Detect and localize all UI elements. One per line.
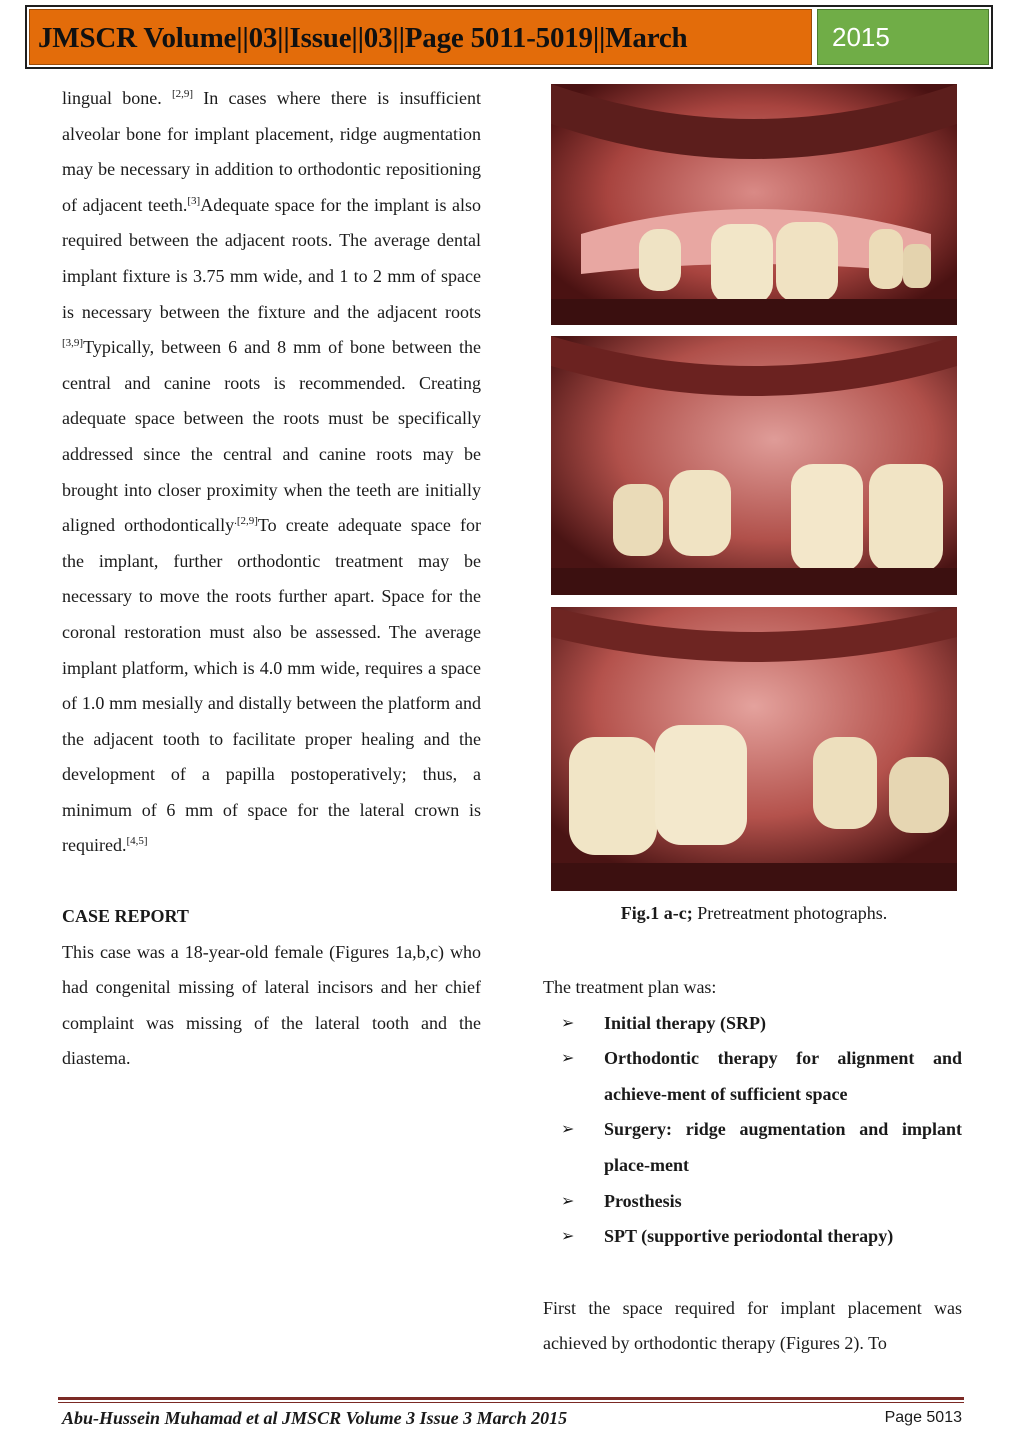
treatment-plan-item [561, 1184, 962, 1220]
year-box [817, 9, 989, 65]
citation-superscript: .[2,9] [234, 515, 258, 528]
treatment-plan-item [561, 1041, 962, 1112]
treatment-plan-item-text: Prosthesis [604, 1190, 682, 1211]
section-title-case-report: CASE REPORT [62, 906, 189, 927]
treatment-plan-item-text: Surgery: ridge augmentation and implant place-ment [604, 1119, 962, 1175]
citation-superscript: [3] [187, 194, 201, 207]
body-paragraph-spacing [62, 81, 481, 864]
treatment-plan-item [561, 1112, 962, 1183]
paragraph-text-run: In cases where there is insufficient alveolar bone for implant placement, ridge augmentation may be necessary in addition to orthodontic repositioning of adjacent teeth. [62, 88, 481, 215]
paragraph-text-run: To create adequate space for the implant, further orthodontic treatment may be necessary to move the roots further apart. Space for the coronal restoration must also be assessed. The average implant platform, which is 4.0 mm wide, requires a space of 1.0 mm mesially and distally between the platform and the adjacent tooth to facilitate proper healing and the development of a papilla postoperatively; thus, a minimum of 6 mm of space for the lateral crown is required. [62, 515, 481, 856]
footer-rule-thin [58, 1402, 964, 1403]
treatment-plan-intro: The treatment plan was: [543, 977, 717, 997]
arrow-bullet-icon: ➢ [561, 1228, 575, 1246]
arrow-bullet-icon: ➢ [561, 1014, 575, 1032]
orthodontic-paragraph: First the space required for implant placement was achieved by orthodontic therapy (Figures 2). To [543, 1297, 962, 1354]
arrow-bullet-icon: ➢ [561, 1192, 575, 1210]
treatment-plan-item [561, 1219, 962, 1255]
paragraph-text-run: lingual bone. [62, 88, 172, 108]
treatment-plan-list [543, 1006, 962, 1255]
arrow-bullet-icon: ➢ [561, 1121, 575, 1139]
figure-1a-photo [551, 84, 957, 325]
paragraph-text-run: Adequate space for the implant is also required between the adjacent roots. The average dental implant fixture is 3.75 mm wide, and 1 to 2 mm of space is necessary between the fixture and the adjacent roots [62, 194, 481, 322]
citation-superscript: [3,9] [62, 337, 84, 350]
journal-header [29, 9, 812, 65]
paragraph-text-run: Typically, between 6 and 8 mm of bone between the central and canine roots is recommended. Creating adequate space between the roots must be specifically addressed since the central and canine roots may be brought into closer proximity when the teeth are initially aligned orthodontically [62, 337, 481, 536]
footer-citation: Abu-Hussein Muhamad et al JMSCR Volume 3 Issue 3 March 2015 [62, 1408, 568, 1428]
treatment-plan-item-text: Initial therapy (SRP) [604, 1012, 766, 1033]
case-report-paragraph: This case was a 18-year-old female (Figures 1a,b,c) who had congenital missing of lateral incisors and her chief complaint was missing of the lateral tooth and the diastema. [62, 941, 481, 1069]
figure-1-caption [551, 903, 957, 924]
footer-rule [58, 1397, 964, 1400]
treatment-plan-item-text: Orthodontic therapy for alignment and achieve-ment of sufficient space [604, 1048, 962, 1104]
left-column [62, 81, 481, 1077]
page-number: Page 5013 [884, 1409, 962, 1426]
right-column [543, 970, 962, 1362]
journal-title: JMSCR Volume||03||Issue||03||Page 5011-5019||March [38, 22, 688, 54]
figure-1b-photo [551, 336, 957, 595]
arrow-bullet-icon: ➢ [561, 1050, 575, 1068]
caption-text: Pretreatment photographs. [692, 903, 888, 923]
treatment-plan-item [561, 1006, 962, 1042]
treatment-plan-item-text: SPT (supportive periodontal therapy) [604, 1226, 894, 1247]
citation-superscript: [2,9] [171, 88, 194, 100]
figure-1c-photo [551, 607, 957, 891]
citation-superscript: [4,5] [126, 835, 148, 848]
journal-year: 2015 [832, 22, 890, 52]
caption-label: Fig.1 a-c; [620, 903, 693, 923]
